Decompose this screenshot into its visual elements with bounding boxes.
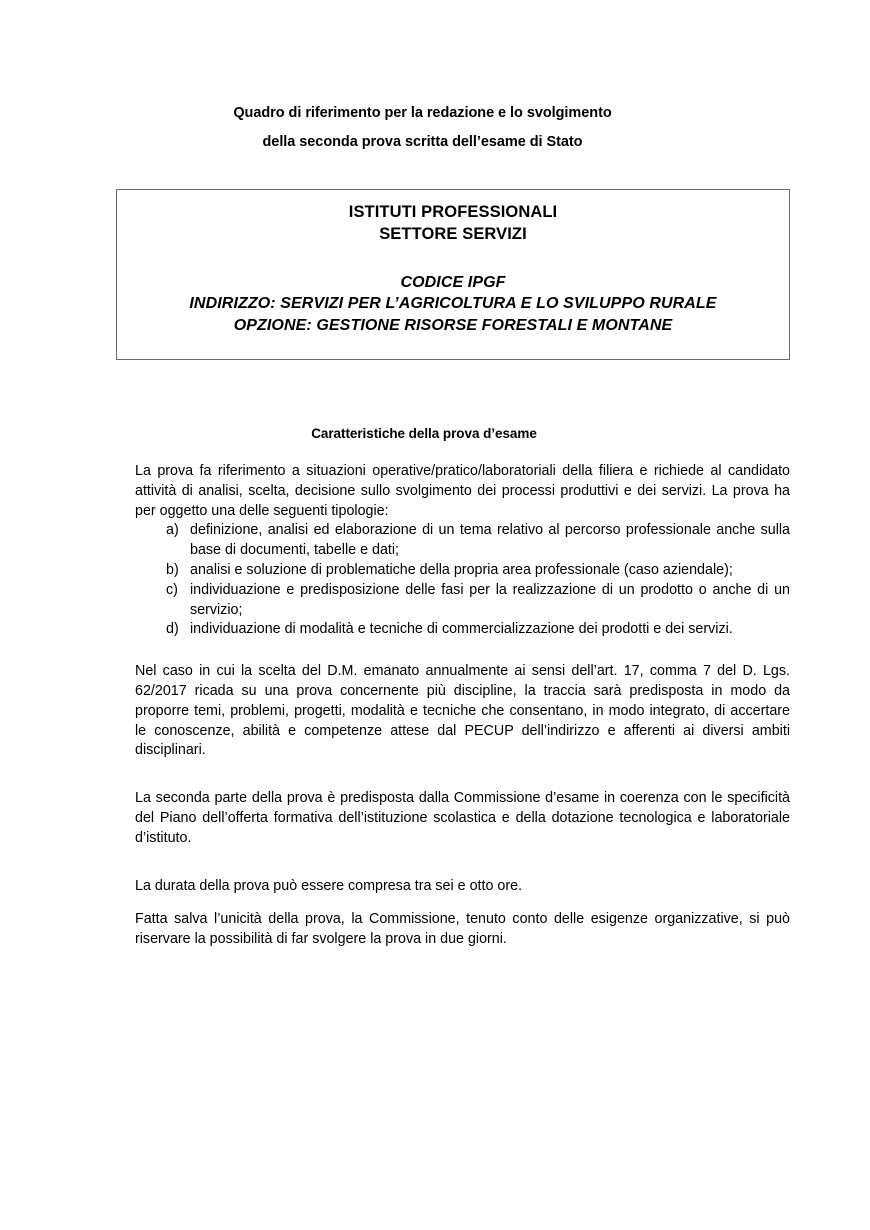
document-body [135,462,790,950]
header-line-2: della seconda prova scritta dell’esame di Stato [262,133,583,150]
paragraph-unicita: Fatta salva l’unicità della prova, la Commissione, tenuto conto delle esigenze organizzative, si può riservare la possibilità di far svolgere la prova in due giorni. [135,911,790,948]
body-spacer [135,761,790,789]
list-item-label: individuazione e predisposizione delle fasi per la realizzazione di un prodotto o anche di un servizio; [190,581,790,618]
list-item [135,561,790,581]
list-item-marker: b) [166,561,179,578]
list-item-marker: c) [166,581,178,598]
header-line-1: Quadro di riferimento per la redazione e lo svolgimento [233,105,612,121]
list-item-marker: d) [166,621,179,638]
document-header [0,106,845,149]
exam-typologies-list [135,521,790,640]
body-spacer [135,640,790,662]
list-item-marker: a) [166,522,179,539]
exam-opzione: OPZIONE: GESTIONE RISORSE FORESTALI E MONTANE [233,316,673,334]
institute-sector-line-2: SETTORE SERVIZI [379,224,527,243]
list-item [135,620,790,640]
list-item-label: analisi e soluzione di problematiche della propria area professionale (caso aziendale); [190,561,733,578]
institute-type-line-1: ISTITUTI PROFESSIONALI [348,203,558,221]
body-spacer [135,849,790,877]
exam-code: CODICE IPGF [400,273,506,291]
list-item [135,581,790,621]
paragraph-durata: La durata della prova può essere compresa tra sei e otto ore. [135,877,523,894]
paragraph-seconda-parte: La seconda parte della prova è predisposta dalla Commissione d’esame in coerenza con le specificità del Piano dell’offerta formativa dell’istituzione scolastica e della dotazione tecnologica e laboratoriale d’istituto. [135,790,790,846]
list-item [135,521,790,561]
section-heading: Caratteristiche della prova d’esame [311,426,537,441]
list-item-label: individuazione di modalità e tecniche di commercializzazione dei prodotti e dei servizi. [190,621,733,638]
exam-indirizzo: INDIRIZZO: SERVIZI PER L’AGRICOLTURA E LO SVILUPPO RURALE [189,295,717,313]
list-item-label: definizione, analisi ed elaborazione di un tema relativo al percorso professionale anche sulla base di documenti, tabelle e dati; [190,522,790,559]
title-box-spacer [117,246,789,272]
body-spacer [135,896,790,910]
paragraph-decreto-ministeriale: Nel caso in cui la scelta del D.M. emanato annualmente ai sensi dell’art. 17, comma 7 del D. Lgs. 62/2017 ricada su una prova concernente più discipline, la traccia sarà predisposta in modo da proporre temi, problemi, progetti, modalità e tecniche che consentano, in modo integrato, di accertare le conoscenze, abilità e competenze attese dal PECUP dell’indirizzo e afferenti ai diversi ambiti disciplinari. [135,663,790,759]
paragraph-intro: La prova fa riferimento a situazioni operative/pratico/laboratoriali della filiera e richiede al candidato attività di analisi, scelta, decisione sullo svolgimento dei processi produttivi e dei servizi. La prova ha per oggetto una delle seguenti tipologie: [135,463,790,519]
exam-title-box [116,189,790,360]
